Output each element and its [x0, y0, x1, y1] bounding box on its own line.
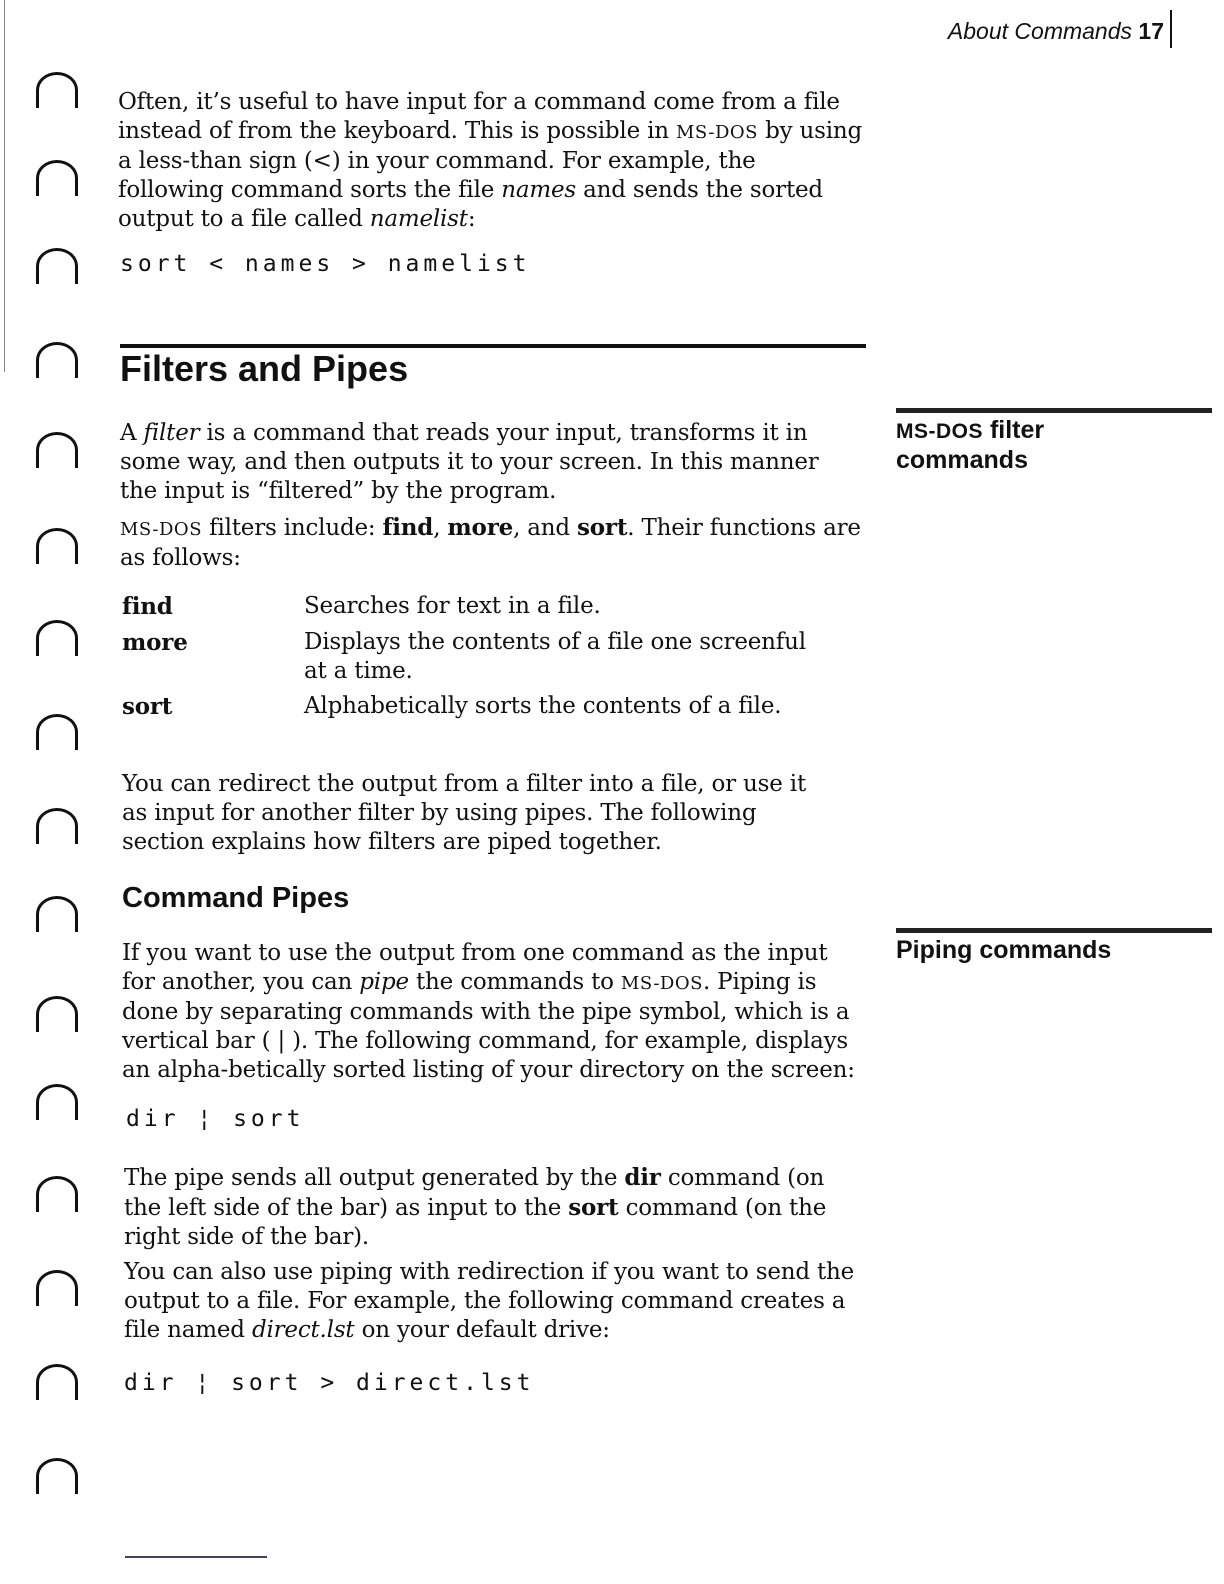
find-term: find — [382, 514, 434, 541]
names-term: names — [501, 177, 576, 203]
binder-hole — [36, 72, 78, 108]
definition-text: Displays the contents of a file one screenful at a time. — [304, 629, 806, 684]
code-example-pipe-redirect: dir ¦ sort > direct.lst — [124, 1370, 535, 1396]
margin-note-filters — [896, 416, 1044, 475]
p-text: filters include: — [202, 515, 383, 541]
definition-text: Searches for text in a file. — [304, 593, 601, 619]
filter-definition-list — [122, 592, 842, 728]
page-number: 17 — [1138, 18, 1164, 44]
redirect-filter-paragraph: You can redirect the output from a filter into a file, or use it as input for another filter by using pipes. The following section explains how filters are piped together. — [122, 771, 806, 855]
msdos-term: MS-DOS — [620, 973, 703, 994]
filter-term: filter — [143, 420, 200, 446]
filters-list-intro — [120, 513, 862, 573]
definition-row — [122, 692, 842, 728]
intro-text-2: by using a less-than sign (<) in your command. For example, the following command sorts the file — [118, 118, 863, 203]
filter-definition-paragraph — [120, 419, 862, 506]
binder-hole — [36, 1084, 78, 1120]
binder-hole — [36, 620, 78, 656]
intro-text-4: : — [467, 206, 476, 232]
definition-term: more — [122, 629, 188, 656]
margin-text-2: commands — [896, 446, 1028, 474]
p-text: is a command that reads your input, transforms it in some way, and then outputs it to your screen. In this manner the input is “filtered” by the program. — [120, 420, 819, 504]
code-example-redirect: sort < names > namelist — [120, 251, 531, 277]
binder-hole — [36, 1176, 78, 1212]
p-text: If you want to use the output from one command as the input for another, you can — [122, 940, 828, 995]
p-text: command (on the left side of the bar) as input to the — [124, 1165, 825, 1221]
definition-row — [122, 628, 842, 692]
pipe-redirect-paragraph — [124, 1258, 864, 1345]
margin-msdos: MS-DOS — [896, 420, 983, 443]
sort-term: sort — [577, 514, 628, 541]
p-text: command (on the right side of the bar). — [124, 1195, 827, 1250]
direct-lst-term: direct.lst — [251, 1317, 355, 1343]
pipe-explanation-paragraph — [124, 1163, 864, 1252]
intro-text-1: Often, it’s useful to have input for a command come from a file instead of from the keyboard. This is possible in — [118, 89, 840, 144]
intro-paragraph — [118, 88, 868, 234]
header-rule — [1170, 10, 1172, 48]
p-text: the commands to — [408, 969, 621, 995]
more-term: more — [447, 514, 514, 541]
intro-text-3: and sends the sorted output to a file called — [118, 177, 823, 232]
code-example-pipe: dir ¦ sort — [126, 1106, 305, 1132]
section-heading-filters: Filters and Pipes — [120, 348, 409, 389]
p-text: The pipe sends all output generated by the — [124, 1165, 625, 1191]
footer-line — [125, 1556, 267, 1558]
definition-term: sort — [122, 693, 173, 720]
binder-hole — [36, 1270, 78, 1306]
p-text: You can also use piping with redirection if you want to send the output to a file. For example, the following command creates a file named — [124, 1259, 855, 1343]
definition-term: find — [122, 593, 173, 620]
binder-hole — [36, 1364, 78, 1400]
binder-hole — [36, 160, 78, 196]
definition-row — [122, 592, 842, 628]
binder-hole — [36, 1458, 78, 1494]
binder-hole — [36, 528, 78, 564]
running-header — [948, 18, 1164, 45]
margin-note-piping: Piping commands — [896, 936, 1112, 964]
definition-text: Alphabetically sorts the contents of a file. — [304, 693, 782, 719]
binder-hole — [36, 808, 78, 844]
p-text: , and — [513, 515, 578, 541]
margin-text-1: filter — [983, 416, 1045, 444]
binder-hole — [36, 432, 78, 468]
msdos-term: MS-DOS — [120, 519, 203, 540]
sort-term: sort — [568, 1194, 619, 1221]
msdos-term: MS-DOS — [675, 122, 759, 143]
binder-hole — [36, 896, 78, 932]
margin-rule — [896, 928, 1212, 933]
binder-hole — [36, 714, 78, 750]
subsection-heading-pipes: Command Pipes — [122, 882, 350, 914]
p-text: A — [120, 420, 144, 446]
namelist-term: namelist — [369, 206, 468, 232]
binding-edge-line — [4, 0, 5, 372]
pipe-term: pipe — [359, 969, 409, 995]
binder-hole — [36, 248, 78, 284]
p-text: . Piping is done by separating commands with the pipe symbol, which is a vertical bar ( | ). The following command, for example, displays an alpha-betically sorted listing of your directory on the screen: — [122, 969, 855, 1083]
dir-term: dir — [624, 1164, 661, 1191]
p-text: . Their functions are as follows: — [120, 515, 861, 571]
pipe-definition-paragraph — [122, 939, 864, 1085]
p-text: on your default drive: — [354, 1317, 610, 1343]
binder-hole — [36, 342, 78, 378]
margin-rule — [896, 408, 1212, 413]
header-title: About Commands — [947, 18, 1133, 44]
p-text: , — [433, 515, 448, 541]
binder-hole — [36, 996, 78, 1032]
